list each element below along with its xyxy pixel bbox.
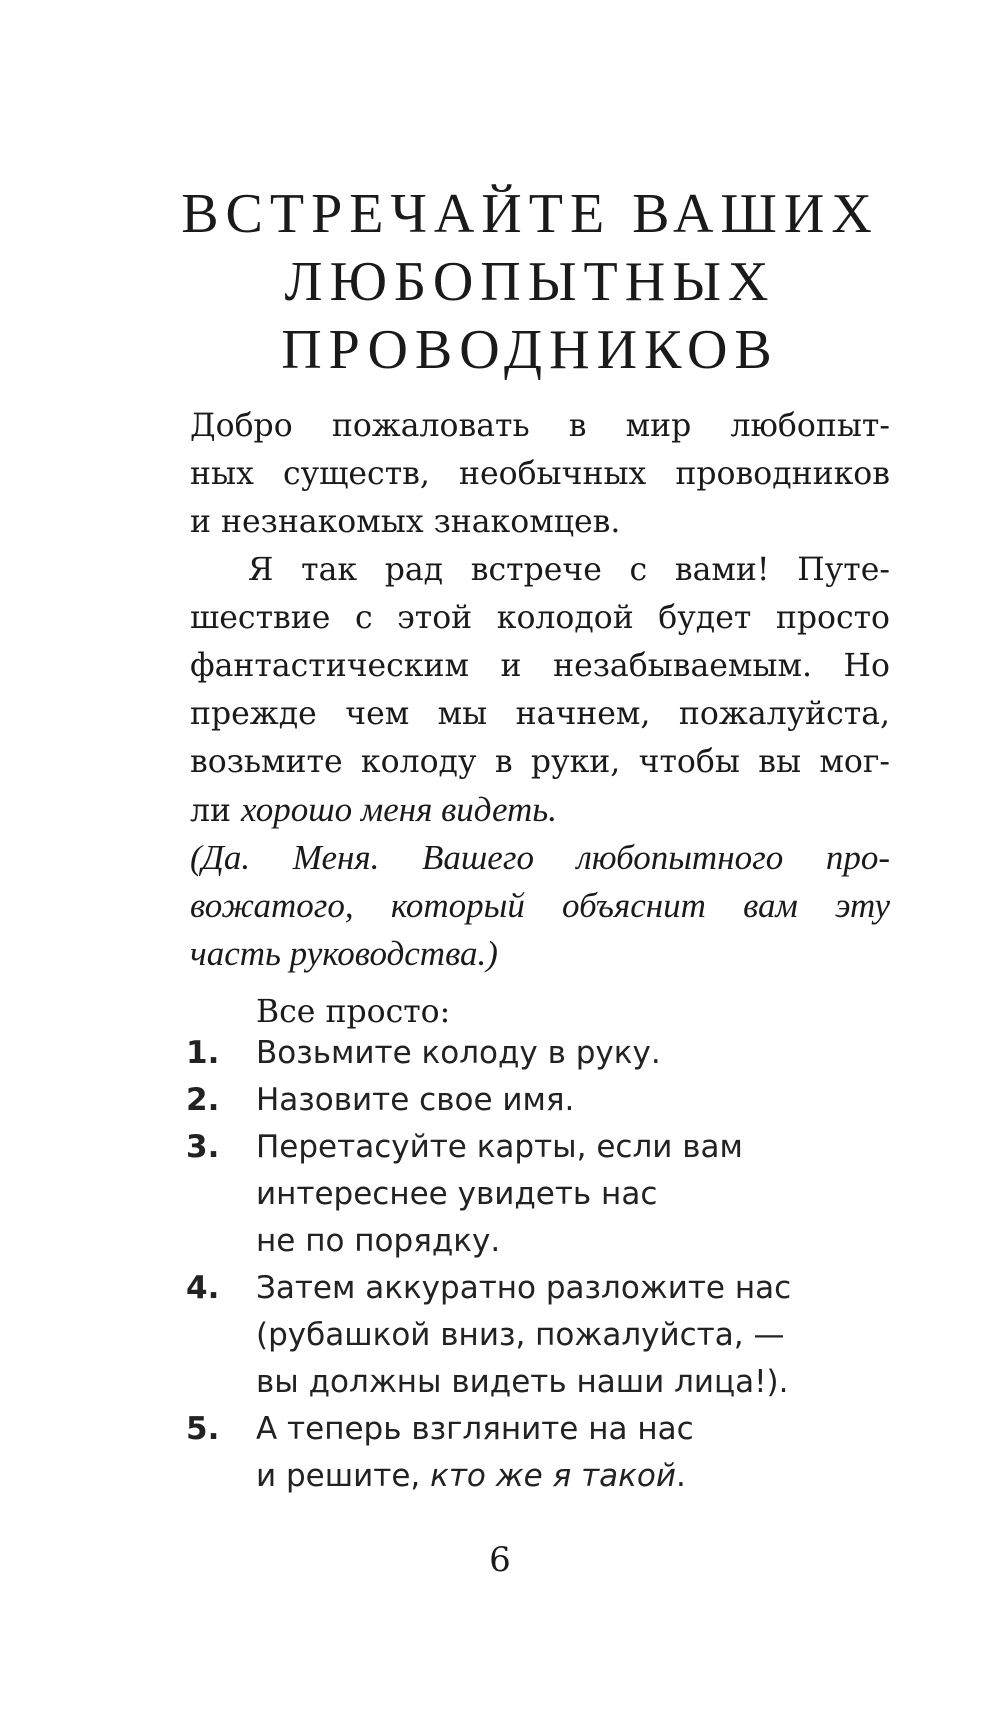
step-text bbox=[256, 1077, 946, 1124]
text-emphasis: кто же я такой bbox=[430, 1458, 676, 1494]
text-line bbox=[256, 1453, 946, 1500]
page-number: 6 bbox=[489, 1540, 511, 1580]
step-number: 1. bbox=[186, 1035, 220, 1071]
text-line: Назовите свое имя. bbox=[256, 1082, 575, 1118]
greeting-paragraph bbox=[190, 546, 890, 835]
text-line: интереснее увидеть нас bbox=[256, 1176, 658, 1212]
text-line: (рубашкой вниз, пожалуйста, — bbox=[256, 1317, 785, 1353]
text-line: не по порядку. bbox=[256, 1223, 501, 1259]
text-line: шествие с этой колодой будет просто bbox=[190, 600, 890, 636]
list-item bbox=[186, 1406, 946, 1500]
step-number: 4. bbox=[186, 1270, 220, 1306]
step-number: 2. bbox=[186, 1082, 220, 1118]
steps-intro: Все просто: bbox=[256, 994, 451, 1030]
heading-line: ПРОВОДНИКОВ bbox=[281, 319, 779, 381]
text-line: Добро пожаловать в мир любопыт- bbox=[190, 408, 890, 444]
text-plain: ли bbox=[190, 793, 242, 829]
text-line: возьмите колоду в руки, чтобы вы мог- bbox=[190, 744, 890, 780]
steps-list bbox=[186, 1030, 946, 1500]
text-line: Затем аккуратно разложите нас bbox=[256, 1270, 792, 1306]
step-text bbox=[256, 1265, 946, 1406]
text-line: вожатого, который объяснит вам эту bbox=[190, 886, 890, 925]
text-line: прежде чем мы начнем, пожалуйста, bbox=[190, 696, 890, 732]
text-line: Я так рад встрече с вами! Путе- bbox=[248, 552, 890, 588]
text-line: часть руководства.) bbox=[190, 934, 498, 973]
heading-line: ВСТРЕЧАЙТЕ ВАШИХ bbox=[181, 183, 879, 245]
list-item bbox=[186, 1077, 946, 1124]
text-line: Возьмите колоду в руку. bbox=[256, 1035, 661, 1071]
text-line: вы должны видеть наши лица!). bbox=[256, 1364, 789, 1400]
text-plain: и решите, bbox=[256, 1458, 431, 1494]
list-item bbox=[186, 1030, 946, 1077]
list-item bbox=[186, 1265, 946, 1406]
step-text bbox=[256, 1030, 946, 1077]
step-number: 5. bbox=[186, 1411, 220, 1447]
step-text bbox=[256, 1406, 946, 1500]
list-item bbox=[186, 1124, 946, 1265]
step-text bbox=[256, 1124, 946, 1265]
text-line bbox=[190, 786, 890, 835]
step-number: 3. bbox=[186, 1129, 220, 1165]
text-line: А теперь взгляните на нас bbox=[256, 1411, 694, 1447]
chapter-heading bbox=[150, 180, 910, 384]
text-emphasis: хорошо меня видеть. bbox=[241, 790, 557, 829]
text-line: Перетасуйте карты, если вам bbox=[256, 1129, 743, 1165]
aside-paragraph bbox=[190, 834, 890, 978]
text-plain: . bbox=[675, 1458, 686, 1494]
text-line: фантастическим и незабываемым. Но bbox=[190, 648, 890, 684]
heading-line: ЛЮБОПЫТНЫХ bbox=[284, 251, 776, 313]
welcome-paragraph bbox=[190, 402, 890, 546]
text-line: и незнакомых знакомцев. bbox=[190, 504, 621, 540]
text-line: ных существ, необычных проводников bbox=[190, 456, 890, 492]
text-line: (Да. Меня. Вашего любопытного про- bbox=[190, 838, 890, 877]
